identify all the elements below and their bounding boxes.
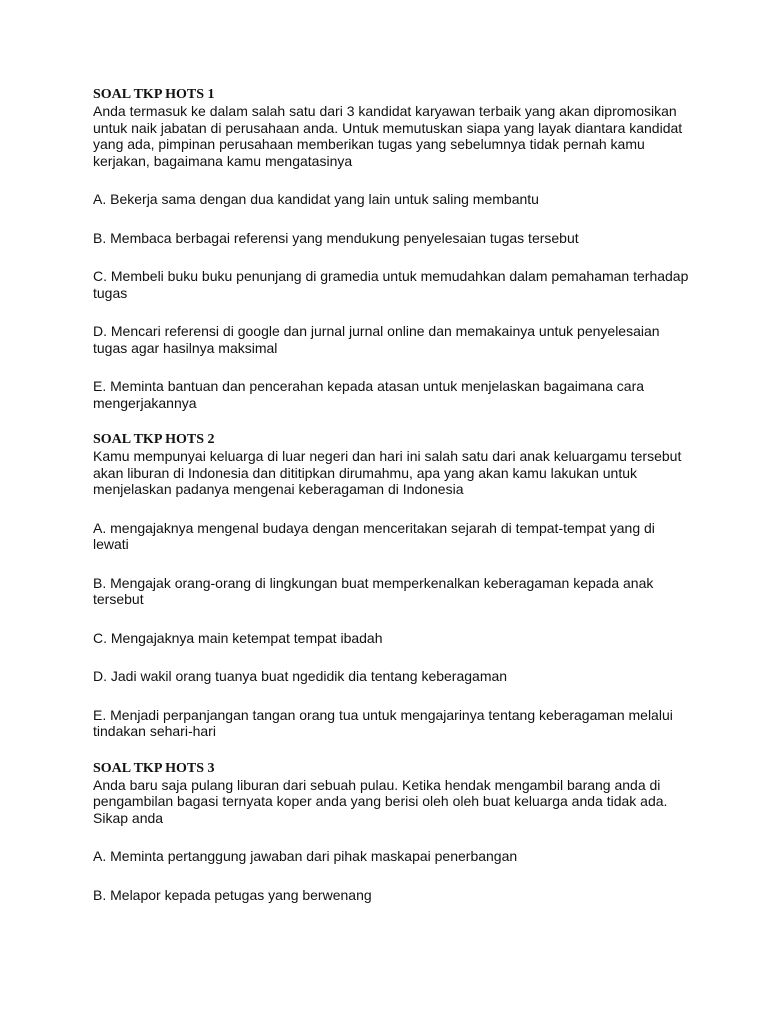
answer-option-c: C. Membeli buku buku penunjang di gramedia untuk memudahkan dalam pemahaman terhadap tugas (93, 268, 689, 301)
document-page (93, 86, 693, 903)
answer-option-e: E. Meminta bantuan dan pencerahan kepada atasan untuk menjelaskan bagaimana cara mengerjakannya (93, 378, 645, 411)
answer-option-d: D. Jadi wakil orang tuanya buat ngedidik dia tentang keberagaman (93, 668, 508, 684)
answer-option-a: A. Bekerja sama dengan dua kandidat yang lain untuk saling membantu (93, 191, 539, 207)
question-section-3 (93, 760, 693, 904)
answer-option-b: B. Melapor kepada petugas yang berwenang (93, 886, 372, 903)
answer-option-b: B. Mengajak orang-orang di lingkungan buat memperkenalkan keberagaman kepada anak tersebut (93, 574, 654, 607)
question-text: Kamu mempunyai keluarga di luar negeri dan hari ini salah satu dari anak keluargamu tersebut akan liburan di Indonesia dan dititipkan dirumahmu, apa yang akan kamu lakukan untuk menjelaskan padanya mengenai keberagaman di Indonesia (93, 448, 682, 497)
answer-option-c: C. Mengajaknya main ketempat tempat ibadah (93, 629, 383, 646)
question-section-2 (93, 431, 693, 740)
answer-option-d: D. Mencari referensi di google dan jurnal jurnal online dan memakainya untuk penyelesaian tugas agar hasilnya maksimal (93, 323, 660, 356)
question-section-1 (93, 86, 693, 411)
answer-option-a: A. Meminta pertanggung jawaban dari pihak maskapai penerbangan (93, 848, 518, 864)
section-heading: SOAL TKP HOTS 3 (93, 760, 215, 776)
answer-option-b: B. Membaca berbagai referensi yang mendukung penyelesaian tugas tersebut (93, 229, 579, 246)
answer-option-e: E. Menjadi perpanjangan tangan orang tua untuk mengajarinya tentang keberagaman melalui tindakan sehari-hari (93, 706, 673, 739)
section-heading: SOAL TKP HOTS 1 (93, 87, 215, 102)
answer-option-a: A. mengajaknya mengenal budaya dengan menceritakan sejarah di tempat-tempat yang di lewati (93, 519, 655, 552)
question-text: Anda baru saja pulang liburan dari sebuah pulau. Ketika hendak mengambil barang anda di pengambilan bagasi ternyata koper anda yang berisi oleh oleh buat keluarga anda tidak ada. Sikap anda (93, 776, 668, 826)
section-heading: SOAL TKP HOTS 2 (93, 432, 215, 447)
question-text: Anda termasuk ke dalam salah satu dari 3 kandidat karyawan terbaik yang akan dipromosikan untuk naik jabatan di perusahaan anda. Untuk memutuskan siapa yang layak diantara kandidat yang ada, pimpinan perusahaan memberikan tugas yang sebelumnya tidak pernah kamu kerjakan, bagaimana kamu mengatasinya (93, 103, 683, 169)
